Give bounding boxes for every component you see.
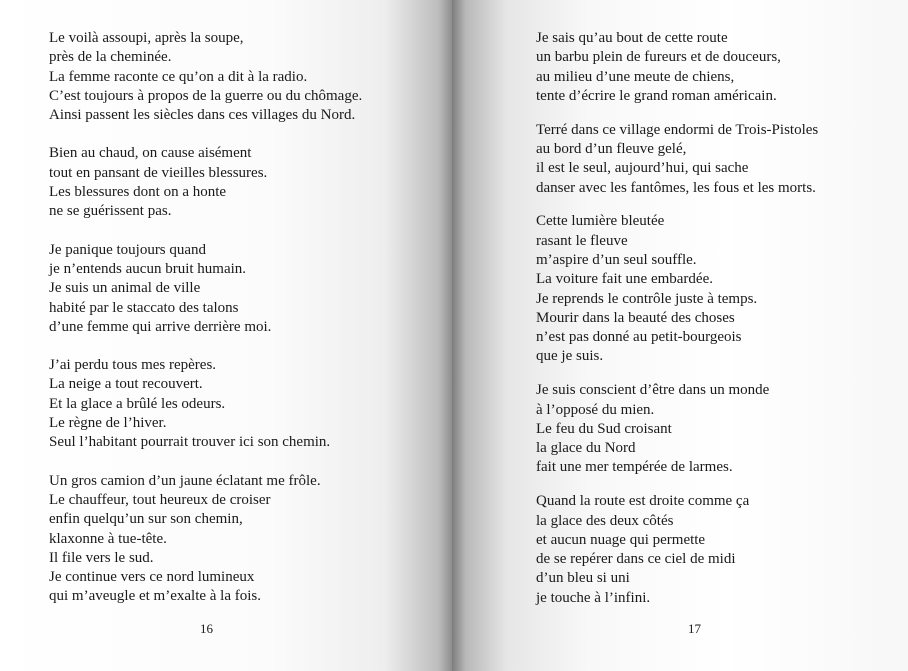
poem-line: que je suis. xyxy=(536,348,604,365)
poem-line: fait une mer tempérée de larmes. xyxy=(536,459,733,476)
right-page xyxy=(452,0,908,671)
poem-line: Je sais qu’au bout de cette route xyxy=(536,30,728,46)
poem-line: je touche à l’infini. xyxy=(536,589,651,606)
left-page xyxy=(0,0,452,671)
poem-line: Il file vers le sud. xyxy=(49,549,154,566)
stanza xyxy=(49,472,362,607)
poem-line: J’ai perdu tous mes repères. xyxy=(49,357,217,374)
poem-line: près de la cheminée. xyxy=(49,49,172,66)
poem-line: un barbu plein de fureurs et de douceurs, xyxy=(536,49,781,66)
stanza xyxy=(49,29,362,125)
poem-line: qui m’aveugle et m’exalte à la fois. xyxy=(49,588,261,605)
poem-line: C’est toujours à propos de la guerre ou du chômage. xyxy=(49,87,363,104)
poem-line: rasant le fleuve xyxy=(536,232,628,249)
poem-line: La neige a tout recouvert. xyxy=(49,376,203,393)
poem-line: il est le seul, aujourd’hui, qui sache xyxy=(536,160,749,177)
page-number: 17 xyxy=(688,621,701,636)
poem-line: habité par le staccato des talons xyxy=(49,299,239,316)
stanza xyxy=(536,381,818,477)
stanza xyxy=(536,121,818,198)
poem-line: à l’opposé du mien. xyxy=(536,401,655,418)
poem-line: d’une femme qui arrive derrière moi. xyxy=(49,318,272,335)
poem-line: danser avec les fantômes, les fous et les morts. xyxy=(536,179,816,196)
right-page-text xyxy=(536,29,818,608)
poem-line: Le feu du Sud croisant xyxy=(536,420,672,437)
stanza xyxy=(49,144,362,221)
poem-line: Je reprends le contrôle juste à temps. xyxy=(536,290,758,307)
poem-line: Les blessures dont on a honte xyxy=(49,184,227,201)
poem-line: La voiture fait une embardée. xyxy=(536,271,713,288)
poem-line: Le chauffeur, tout heureux de croiser xyxy=(49,491,271,508)
poem-line: n’est pas donné au petit-bourgeois xyxy=(536,329,742,346)
poem-line: Je continue vers ce nord lumineux xyxy=(49,569,255,586)
stanza xyxy=(49,241,362,337)
poem-line: Bien au chaud, on cause aisément xyxy=(49,145,252,162)
poem-line: Terré dans ce village endormi de Trois-Pistoles xyxy=(536,121,819,138)
poem-line: je n’entends aucun bruit humain. xyxy=(49,260,247,277)
poem-line: enfin quelqu’un sur son chemin, xyxy=(49,511,243,528)
poem-line: de se repérer dans ce ciel de midi xyxy=(536,551,736,568)
poem-line: Seul l’habitant pourrait trouver ici son chemin. xyxy=(49,434,331,451)
poem-line: Un gros camion d’un jaune éclatant me frôle. xyxy=(49,472,321,489)
poem-line: tente d’écrire le grand roman américain. xyxy=(536,87,777,104)
stanza xyxy=(536,212,818,366)
poem-line: la glace des deux côtés xyxy=(536,512,674,529)
poem-line: Je suis conscient d’être dans un monde xyxy=(536,382,770,399)
poem-line: Ainsi passent les siècles dans ces villages du Nord. xyxy=(49,107,356,124)
stanza xyxy=(536,492,818,608)
poem-line: Le voilà assoupi, après la soupe, xyxy=(49,30,244,46)
poem-line: Je panique toujours quand xyxy=(49,241,207,258)
stanza xyxy=(49,356,362,452)
poem-line: tout en pansant de vieilles blessures. xyxy=(49,164,268,181)
poem-line: au milieu d’une meute de chiens, xyxy=(536,68,735,85)
poem-line: la glace du Nord xyxy=(536,440,636,457)
poem-line: Quand la route est droite comme ça xyxy=(536,493,750,510)
poem-line: Je suis un animal de ville xyxy=(49,280,201,297)
poem-line: et aucun nuage qui permette xyxy=(536,531,706,548)
poem-line: Mourir dans la beauté des choses xyxy=(536,309,735,326)
poem-line: au bord d’un fleuve gelé, xyxy=(536,140,687,157)
poem-line: Et la glace a brûlé les odeurs. xyxy=(49,395,226,412)
poem-line: La femme raconte ce qu’on a dit à la radio. xyxy=(49,68,308,85)
poem-line: klaxonne à tue-tête. xyxy=(49,530,167,547)
stanza xyxy=(536,29,818,106)
poem-line: m’aspire d’un seul souffle. xyxy=(536,251,697,268)
poem-line: Cette lumière bleutée xyxy=(536,213,665,230)
poem-line: d’un bleu si uni xyxy=(536,570,630,587)
page-number: 16 xyxy=(200,621,213,636)
left-page-text xyxy=(49,29,362,607)
poem-line: ne se guérissent pas. xyxy=(49,203,172,220)
poem-line: Le règne de l’hiver. xyxy=(49,415,167,432)
